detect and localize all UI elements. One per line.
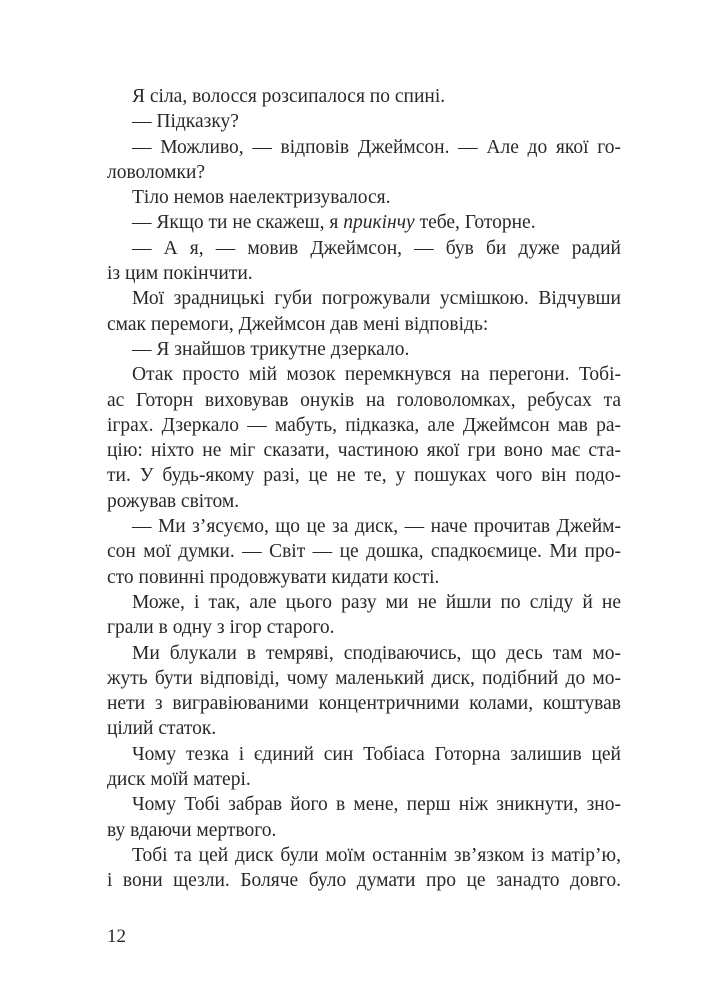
text-line: сто повинні продовжувати кидати кості. (107, 566, 440, 588)
text-line: Чому Тобі забрав його в мене, перш ніж зникнути, зно- (132, 794, 621, 816)
text-line: — А я, — мовив Джеймсон, — був би дуже радий (132, 237, 621, 259)
text-line: іграх. Дзеркало — мабуть, підказка, але Джеймсон мав ра- (107, 414, 621, 436)
text-line: — Я знайшов трикутне дзеркало. (132, 338, 410, 360)
text-line: із цим покінчити. (107, 263, 253, 285)
text-line: — Підказку? (132, 111, 239, 133)
text-line: і вони щезли. Боляче було думати про це занадто довго. (107, 870, 621, 892)
text-line: Я сіла, волосся розсипалося по спині. (132, 86, 446, 107)
book-page-text (107, 84, 621, 894)
text-line: ву вдаючи мертвого. (107, 819, 277, 841)
text-line: рожував світом. (107, 490, 240, 512)
text-line: смак перемоги, Джеймсон дав мені відповідь: (107, 313, 489, 335)
text-line: — Можливо, — відповів Джеймсон. — Але до якої го- (132, 136, 621, 158)
text-line: диск моїй матері. (107, 769, 251, 791)
text-line: цілий статок. (107, 718, 217, 740)
text-line: жуть бути відповіді, чому маленький диск, подібний до мо- (107, 667, 621, 689)
text-line: — Якщо ти не скажеш, я прикінчу тебе, Готорне. (132, 212, 536, 234)
text-line: ловоломки? (107, 161, 206, 183)
text-line: Може, і так, але цього разу ми не йшли по сліду й не (132, 591, 621, 613)
text-line: цію: ніхто не міг сказати, частиною якої гри воно має ста- (107, 440, 621, 462)
text-line: Чому тезка і єдиний син Тобіаса Готорна залишив цей (132, 743, 621, 765)
page-number: 12 (107, 926, 126, 947)
text-line: Мої зрадницькі губи погрожували усмішкою. Відчувши (132, 288, 621, 310)
emphasis: прикінчу (343, 212, 415, 234)
text-line: ти. У будь-якому разі, це не те, у пошуках чого він подо- (107, 465, 621, 487)
text-line: Тобі та цей диск були моїм останнім зв’язком із матір’ю, (132, 844, 621, 866)
text-line: ас Готорн виховував онуків на головоломках, ребусах та (107, 389, 621, 411)
text-line: нети з вигравіюваними концентричними колами, коштував (107, 693, 621, 715)
text-line: сон мої думки. — Світ — це дошка, спадкоємице. Ми про- (107, 541, 621, 563)
text-line: Тіло немов наелектризувалося. (132, 187, 391, 209)
text-line: Отак просто мій мозок перемкнувся на перегони. Тобі- (132, 364, 621, 386)
text-line: Ми блукали в темряві, сподіваючись, що десь там мо- (132, 642, 621, 664)
text-line: — Ми з’ясуємо, що це за диск, — наче прочитав Джейм- (132, 516, 621, 538)
text-line: грали в одну з ігор старого. (107, 617, 335, 639)
